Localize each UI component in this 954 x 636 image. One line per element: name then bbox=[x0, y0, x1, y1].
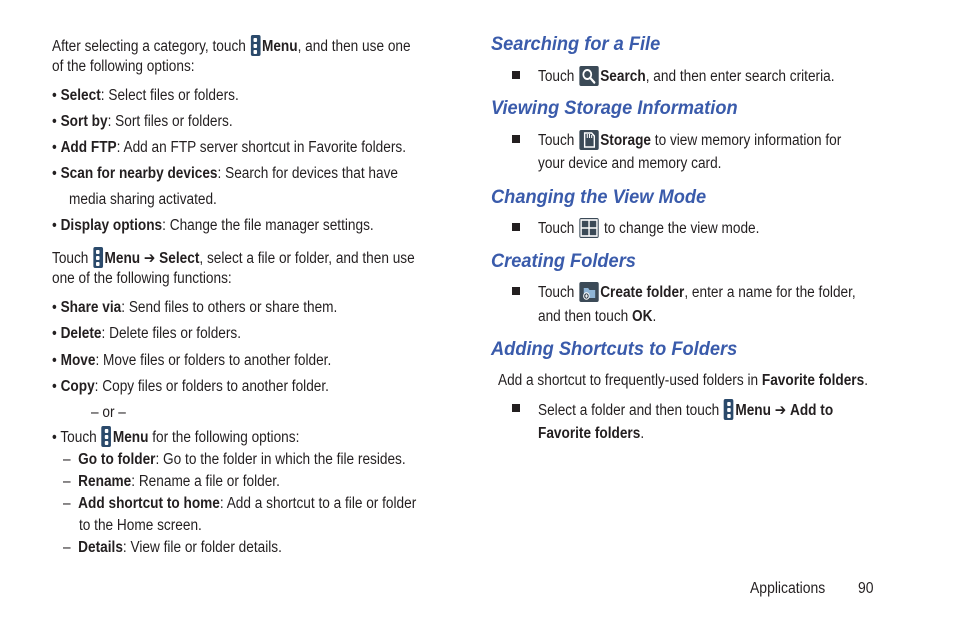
sd-card-icon bbox=[579, 130, 598, 150]
page-number: 90 bbox=[858, 580, 874, 597]
bullet: • bbox=[52, 113, 57, 130]
option-select bbox=[52, 86, 239, 106]
sub-add-shortcut-cont: to the Home screen. bbox=[79, 517, 202, 534]
sub-desc: : Go to the folder in which the file resides. bbox=[155, 451, 406, 468]
period: . bbox=[864, 372, 868, 389]
menu-icon bbox=[251, 35, 261, 56]
bullet: • bbox=[52, 165, 57, 182]
option-term: Add FTP bbox=[60, 139, 117, 156]
menu-icon bbox=[724, 399, 734, 420]
bullet: • bbox=[52, 378, 57, 395]
square-bullet bbox=[512, 71, 520, 79]
bullet: • bbox=[52, 139, 57, 156]
create-folder-post: , enter a name for the folder, bbox=[684, 284, 856, 301]
option-sort-by bbox=[52, 112, 233, 132]
dash: – bbox=[63, 473, 71, 490]
touch-text-post: for the following options: bbox=[148, 429, 300, 446]
square-bullet bbox=[512, 135, 520, 143]
sub-desc: : Add a shortcut to a file or folder bbox=[219, 495, 417, 512]
sub-term: Rename bbox=[78, 473, 132, 490]
function-share bbox=[52, 298, 337, 318]
shortcut-text: Select a folder and then touch bbox=[538, 402, 720, 419]
sub-go-to-folder bbox=[63, 450, 406, 470]
option-display bbox=[52, 216, 374, 236]
function-term: Share via bbox=[60, 299, 122, 316]
touch-text: Touch bbox=[52, 250, 89, 267]
function-term: Move bbox=[60, 352, 96, 369]
storage-label: Storage bbox=[600, 132, 651, 149]
view-mode-post: to change the view mode. bbox=[600, 220, 760, 237]
touch-text: Touch bbox=[538, 284, 575, 301]
select-label: Select bbox=[159, 250, 200, 267]
favorite-folders-label: Favorite folders bbox=[538, 425, 641, 442]
or-separator: – or – bbox=[91, 404, 126, 421]
shortcut-intro-text: Add a shortcut to frequently-used folders in bbox=[498, 372, 762, 389]
grid-view-icon bbox=[579, 218, 598, 238]
bullet: • bbox=[52, 87, 57, 104]
period: . bbox=[640, 425, 645, 442]
search-icon bbox=[579, 66, 598, 86]
function-move bbox=[52, 351, 331, 371]
storage-line-2: your device and memory card. bbox=[538, 155, 722, 172]
arrow-icon: ➔ bbox=[774, 402, 787, 419]
favorite-folders-label: Favorite folders bbox=[761, 372, 865, 389]
add-to-label: Add to bbox=[789, 402, 834, 419]
sub-desc: : View file or folder details. bbox=[122, 539, 282, 556]
sub-desc: : Rename a file or folder. bbox=[131, 473, 280, 490]
touch-text: Touch bbox=[60, 429, 97, 446]
square-bullet bbox=[512, 223, 520, 231]
option-desc: : Add an FTP server shortcut in Favorite folders. bbox=[116, 139, 407, 156]
footer-section: Applications bbox=[750, 580, 826, 597]
heading-adding-shortcuts: Adding Shortcuts to Folders bbox=[491, 339, 738, 360]
option-desc: : Search for devices that have bbox=[217, 165, 398, 182]
storage-post: to view memory information for bbox=[650, 132, 842, 149]
square-bullet bbox=[512, 287, 520, 295]
touch-text-post: , select a file or folder, and then use bbox=[199, 250, 415, 267]
intro-text-post: , and then use one bbox=[297, 38, 411, 55]
sub-term: Go to folder bbox=[78, 451, 156, 468]
menu-label: Menu bbox=[112, 429, 149, 446]
intro-line-2: of the following options: bbox=[52, 58, 195, 75]
option-scan-cont: media sharing activated. bbox=[69, 191, 217, 208]
option-term: Select bbox=[60, 87, 101, 104]
function-term: Delete bbox=[60, 325, 102, 342]
arrow-icon: ➔ bbox=[143, 250, 156, 267]
bullet: • bbox=[52, 429, 57, 446]
option-term: Scan for nearby devices bbox=[60, 165, 218, 182]
option-add-ftp bbox=[52, 138, 406, 158]
storage-line bbox=[538, 130, 841, 151]
heading-creating-folders: Creating Folders bbox=[491, 251, 636, 272]
dash: – bbox=[63, 495, 71, 512]
option-desc: : Select files or folders. bbox=[100, 87, 239, 104]
shortcut-intro bbox=[498, 371, 868, 391]
bullet: • bbox=[52, 352, 57, 369]
sub-details bbox=[63, 538, 282, 558]
touch-text: Touch bbox=[538, 220, 575, 237]
heading-storage: Viewing Storage Information bbox=[491, 98, 738, 119]
menu-icon bbox=[101, 426, 111, 447]
sub-rename bbox=[63, 472, 280, 492]
sub-term: Details bbox=[78, 539, 123, 556]
function-desc: : Move files or folders to another folder. bbox=[95, 352, 332, 369]
menu-label: Menu bbox=[735, 402, 771, 419]
intro-line-1 bbox=[52, 35, 411, 57]
function-desc: : Delete files or folders. bbox=[101, 325, 242, 342]
touch-text: Touch bbox=[538, 68, 575, 85]
heading-searching: Searching for a File bbox=[491, 34, 661, 55]
function-delete bbox=[52, 324, 241, 344]
function-term: Copy bbox=[60, 378, 95, 395]
sub-add-shortcut bbox=[63, 494, 416, 514]
function-desc: : Copy files or folders to another folder. bbox=[94, 378, 329, 395]
create-folder-icon bbox=[579, 282, 598, 302]
menu-label: Menu bbox=[104, 250, 141, 267]
square-bullet bbox=[512, 404, 520, 412]
intro-text: After selecting a category, touch bbox=[52, 38, 246, 55]
search-line bbox=[538, 66, 835, 87]
period: . bbox=[652, 308, 657, 325]
create-folder-line2-text: and then touch bbox=[538, 308, 633, 325]
search-post: , and then enter search criteria. bbox=[645, 68, 835, 85]
dash: – bbox=[63, 451, 71, 468]
menu-icon bbox=[93, 247, 103, 268]
search-label: Search bbox=[600, 68, 646, 85]
bullet: • bbox=[52, 325, 57, 342]
bullet: • bbox=[52, 299, 57, 316]
option-term: Sort by bbox=[60, 113, 108, 130]
menu-label: Menu bbox=[261, 38, 298, 55]
create-folder-line bbox=[538, 282, 856, 303]
heading-view-mode: Changing the View Mode bbox=[491, 187, 707, 208]
create-folder-label: Create folder bbox=[600, 284, 685, 301]
option-scan bbox=[52, 164, 398, 184]
touch-menu-select-line bbox=[52, 247, 415, 269]
view-mode-line bbox=[538, 218, 759, 239]
shortcut-line-2 bbox=[538, 424, 644, 444]
create-folder-line-2 bbox=[538, 307, 656, 327]
sub-term: Add shortcut to home bbox=[78, 495, 220, 512]
ok-label: OK bbox=[632, 308, 653, 325]
touch-menu-select-line-2: one of the following functions: bbox=[52, 270, 232, 287]
touch-menu-line bbox=[52, 426, 299, 448]
shortcut-line bbox=[538, 399, 833, 421]
bullet: • bbox=[52, 217, 57, 234]
option-desc: : Sort files or folders. bbox=[107, 113, 233, 130]
option-term: Display options bbox=[60, 217, 163, 234]
touch-text: Touch bbox=[538, 132, 575, 149]
function-copy bbox=[52, 377, 329, 397]
dash: – bbox=[63, 539, 71, 556]
option-desc: : Change the file manager settings. bbox=[162, 217, 374, 234]
function-desc: : Send files to others or share them. bbox=[121, 299, 338, 316]
